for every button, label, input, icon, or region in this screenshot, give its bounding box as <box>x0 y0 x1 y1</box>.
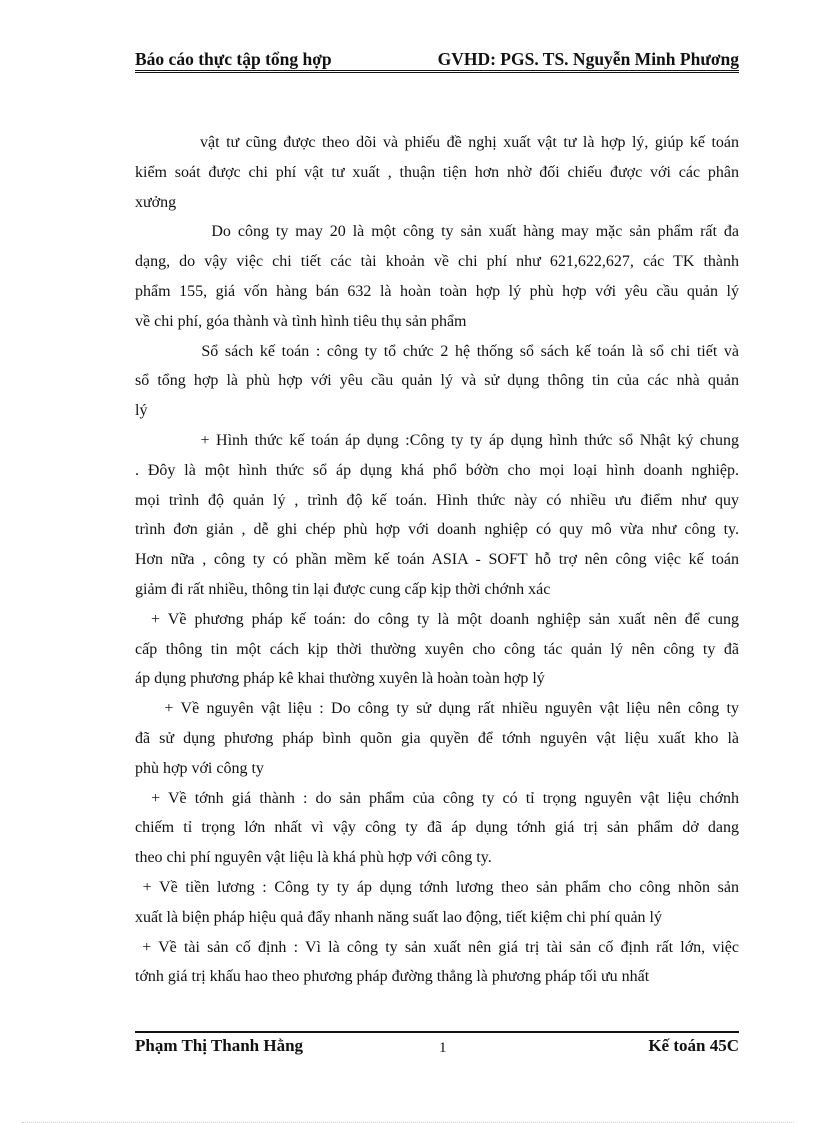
page-header <box>135 49 739 71</box>
text-line: về chi phí, góa thành và tình hình tiêu thụ sản phẩm <box>135 312 467 330</box>
text-line: vật tư cũng được theo dõi và phiếu đề nghị xuất vật tư là hợp lý, giúp kế toán <box>135 134 739 151</box>
text-line: phù hợp với công ty <box>135 759 264 777</box>
page-number: 1 <box>439 1040 447 1056</box>
text-line: + Hình thức kế toán áp dụng :Công ty ty áp dụng hình thức sổ Nhật ký chung <box>135 431 739 449</box>
text-line: kiểm soát được chi phí vật tư xuất , thuận tiện hơn nhờ đối chiếu được với các phân <box>135 163 739 181</box>
text-line: trình đơn giản , dễ ghi chép phù hợp với doanh nghiệp có quy mô vừa như công ty. <box>135 521 739 539</box>
text-line: dạng, do vậy việc chi tiết các tài khoản về chi phí như 621,622,627, các TK thành <box>135 253 739 271</box>
text-line: Do công ty may 20 là một công ty sản xuất hàng may mặc sản phẩm rất đa <box>135 223 739 241</box>
text-line: cấp thông tin một cách kịp thời thường xuyên cho công tác quản lý nên công ty đã <box>135 640 739 658</box>
supervisor: GVHD: PGS. TS. Nguyễn Minh Phương <box>437 49 739 69</box>
text-line: Hơn nữa , công ty có phần mềm kế toán ASIA - SOFT hỗ trợ nên công việc kế toán <box>135 551 739 569</box>
text-line: tớnh giá trị khấu hao theo phương pháp đường thẳng là phương pháp tối ưu nhất <box>135 968 650 986</box>
class-label: Kế toán 45C <box>648 1036 739 1055</box>
header-rule <box>135 70 739 73</box>
author-name: Phạm Thị Thanh Hằng <box>135 1036 304 1055</box>
body-text <box>135 128 739 992</box>
text-line: theo chi phí nguyên vật liệu là khá phù hợp với công ty. <box>135 849 492 867</box>
text-line: Sổ sách kế toán : công ty tổ chức 2 hệ thống sổ sách kế toán là sổ chi tiết và <box>135 342 739 360</box>
text-line: . Đôy là một hình thức sổ áp dụng khá phổ bớờn cho mọi loại hình doanh nghiệp. <box>135 461 739 479</box>
text-line: sổ tổng hợp là phù hợp với yêu cầu quản lý và sử dụng thông tin của các nhà quản <box>135 372 739 390</box>
text-line: + Về tài sản cố định : Vì là công ty sản xuất nên giá trị tài sản cố định rất lớn, việc <box>135 938 739 956</box>
text-line: + Về tiền lương : Công ty ty áp dụng tớnh lương theo sản phẩm cho công nhõn sản <box>135 878 739 896</box>
text-line: + Về nguyên vật liệu : Do công ty sử dụng rất nhiều nguyên vật liệu nên công ty <box>135 700 739 718</box>
text-line: giảm đi rất nhiều, thông tin lại được cung cấp kịp thời chớnh xác <box>135 580 551 598</box>
page-footer <box>135 1036 739 1060</box>
text-line: áp dụng phương pháp kê khai thường xuyên là hoàn toàn hợp lý <box>135 670 545 688</box>
text-line: + Về tớnh giá thành : do sản phẩm của công ty có tỉ trọng nguyên vật liệu chớnh <box>135 789 739 807</box>
footer-rule <box>135 1031 739 1033</box>
text-line: xuất là biện pháp hiệu quả đẩy nhanh năng suất lao động, tiết kiệm chi phí quản lý <box>135 908 662 926</box>
text-line: xưởng <box>135 193 177 211</box>
report-title: Báo cáo thực tập tổng hợp <box>135 49 332 69</box>
text-line: đã sử dụng phương pháp bình quõn gia quyền để tớnh nguyên vật liệu xuất kho là <box>135 729 739 747</box>
text-line: lý <box>135 402 148 420</box>
text-line: mọi trình độ quản lý , trình độ kế toán. Hình thức này có nhiều ưu điểm như quy <box>135 491 739 509</box>
text-line: chiếm tỉ trọng lớn nhất vì vậy công ty đã áp dụng tớnh giá trị sản phẩm dở dang <box>135 819 739 837</box>
text-line: phẩm 155, giá vốn hàng bán 632 là hoàn toàn hợp lý phù hợp với yêu cầu quản lý <box>135 282 739 300</box>
text-line: + Về phương pháp kế toán: do công ty là một doanh nghiệp sản xuất nên để cung <box>135 610 739 628</box>
